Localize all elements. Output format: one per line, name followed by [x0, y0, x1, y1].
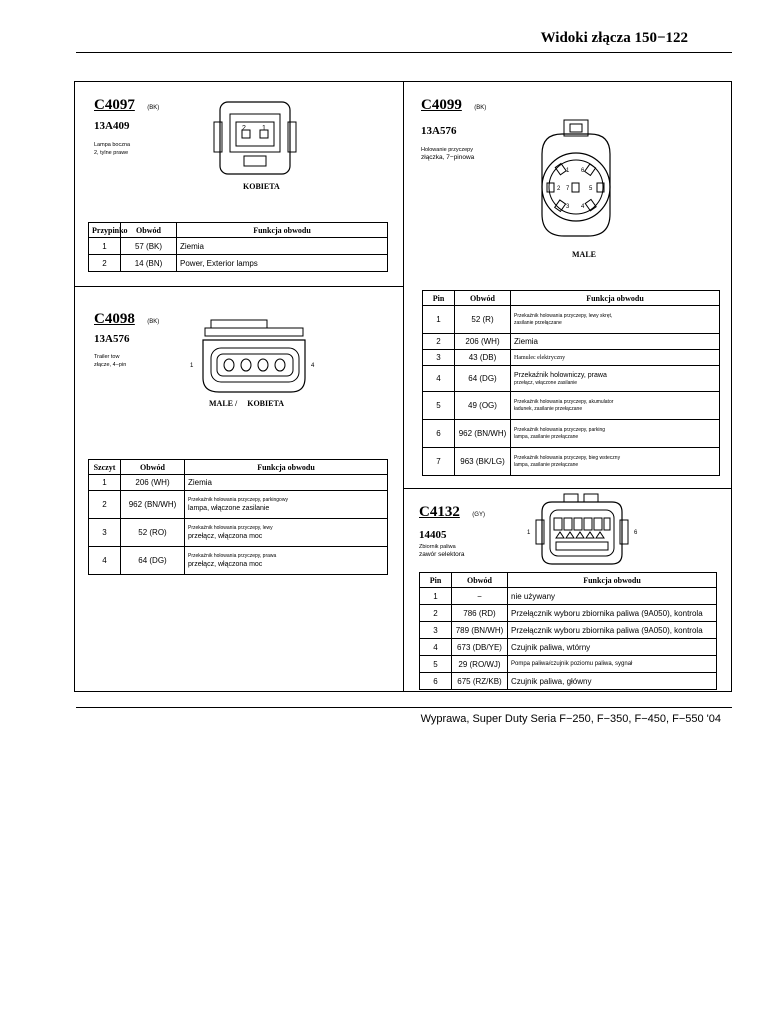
connector-color: (GY)	[472, 512, 485, 518]
pin-label-right: 6	[634, 530, 638, 536]
connector-c4098-diagram	[199, 318, 311, 396]
header-rule	[76, 52, 732, 53]
part-number: 13A576	[94, 333, 130, 345]
column-header: Funkcja obwodu	[511, 291, 720, 306]
column-header: Funkcja obwodu	[177, 223, 388, 238]
table-row: 5 49 (OG) Przekaźnik holowania przyczepy, akumulator ładunek, zasilanie przełączane	[423, 392, 720, 420]
connector-color: (BK)	[474, 105, 487, 111]
pin-label: 4	[581, 204, 585, 210]
column-header: Szczyt	[89, 460, 121, 475]
pin-label: 5	[589, 186, 593, 192]
connector-description: Holowanie przyczepy złączka, 7−pinowa	[421, 147, 475, 161]
connector-c4099-diagram	[532, 114, 620, 246]
column-header: Funkcja obwodu	[185, 460, 388, 475]
right-divider	[403, 488, 732, 489]
connector-c4098-header	[94, 310, 159, 328]
connector-description: Lampa boczna 2, tylne prawe	[94, 142, 131, 156]
connector-color: (BK)	[147, 105, 160, 111]
pin-label: 7	[566, 186, 570, 192]
connector-c4099-header	[421, 96, 486, 114]
table-row: 1 57 (BK) Ziemia	[89, 238, 388, 255]
table-row: 4 64 (DG) Przekaźnik holowniczy, prawa przełącz, włączone zasilanie	[423, 366, 720, 392]
pin-label: 3	[566, 204, 570, 210]
connector-id: C4097	[94, 97, 135, 113]
column-header: Obwód	[121, 223, 177, 238]
table-row: 2 962 (BN/WH) Przekaźnik holowania przyczepy, parkingowy lampa, włączone zasilanie	[89, 491, 388, 519]
pin-table-c4097	[88, 222, 388, 272]
connector-c4097-header	[94, 96, 159, 114]
table-row: 2 14 (BN) Power, Exterior lamps	[89, 255, 388, 272]
connector-id: C4099	[421, 97, 462, 113]
column-header: Obwód	[452, 573, 508, 588]
table-row: 5 29 (RO/WJ) Pompa paliwa/czujnik poziomu paliwa, sygnał	[420, 656, 717, 673]
connector-description: Zbiornik paliwa zawór selektora	[419, 544, 465, 558]
pin-table-c4099	[422, 290, 720, 476]
connector-c4132-header	[419, 503, 485, 521]
pin-table-c4098	[88, 459, 388, 575]
table-row: 2 786 (RD) Przełącznik wyboru zbiornika paliwa (9A050), kontrola	[420, 605, 717, 622]
connector-c4132-diagram	[534, 492, 630, 568]
part-number: 13A576	[421, 125, 457, 137]
pin-label: 2	[557, 186, 561, 192]
pin-label: 6	[581, 168, 585, 174]
column-header: Pin	[423, 291, 455, 306]
part-number: 13A409	[94, 120, 130, 132]
pin-label: 1	[262, 125, 266, 132]
table-row: 1 206 (WH) Ziemia	[89, 475, 388, 491]
table-row: 7 963 (BK/LG) Przekaźnik holowania przyczepy, bieg wsteczny lampa, zasilanie przełączane	[423, 448, 720, 476]
view-label: MALE	[572, 250, 596, 259]
table-row: 4 673 (DB/YE) Czujnik paliwa, wtórny	[420, 639, 717, 656]
column-header: Przypinko	[89, 223, 121, 238]
pin-label-left: 1	[527, 530, 531, 536]
column-header: Pin	[420, 573, 452, 588]
table-row: 1 − nie używany	[420, 588, 717, 605]
pin-label-right: 4	[311, 363, 315, 369]
table-row: 3 789 (BN/WH) Przełącznik wyboru zbiornika paliwa (9A050), kontrola	[420, 622, 717, 639]
pin-table-c4132	[419, 572, 717, 690]
table-row: 3 52 (RO) Przekaźnik holowania przyczepy, lewy przełącz, włączona moc	[89, 519, 388, 547]
column-header: Funkcja obwodu	[508, 573, 717, 588]
table-row: 6 675 (RZ/KB) Czujnik paliwa, główny	[420, 673, 717, 690]
connector-id: C4132	[419, 504, 460, 520]
part-number: 14405	[419, 529, 447, 541]
table-row: 1 52 (R) Przekaźnik holowania przyczepy, lewy skręt, zasilanie przełączane	[423, 306, 720, 334]
connector-c4097-diagram	[212, 100, 300, 180]
left-divider	[74, 286, 404, 287]
pin-label-left: 1	[190, 363, 194, 369]
page-footer: Wyprawa, Super Duty Seria F−250, F−350, F−450, F−550 '04	[420, 713, 721, 725]
pin-label: 2	[242, 125, 246, 132]
table-row: 6 962 (BN/WH) Przekaźnik holowania przyczepy, parking lampa, zasilanie przełączane	[423, 420, 720, 448]
table-row: 2 206 (WH) Ziemia	[423, 334, 720, 350]
view-label: MALE / KOBIETA	[209, 399, 284, 408]
table-row: 3 43 (DB) Hamulec elektryczny	[423, 350, 720, 366]
connector-id: C4098	[94, 311, 135, 327]
pin-label: 1	[566, 168, 570, 174]
column-header: Obwód	[455, 291, 511, 306]
connector-description: Trailer tow złącze, 4−pin	[94, 354, 127, 368]
footer-rule	[76, 707, 732, 708]
table-row: 4 64 (DG) Przekaźnik holowania przyczepy, prawa przełącz, włączona moc	[89, 547, 388, 575]
page-title: Widoki złącza 150−122	[540, 30, 688, 46]
center-divider	[403, 81, 404, 692]
view-label: KOBIETA	[243, 182, 280, 191]
connector-color: (BK)	[147, 319, 160, 325]
column-header: Obwód	[121, 460, 185, 475]
